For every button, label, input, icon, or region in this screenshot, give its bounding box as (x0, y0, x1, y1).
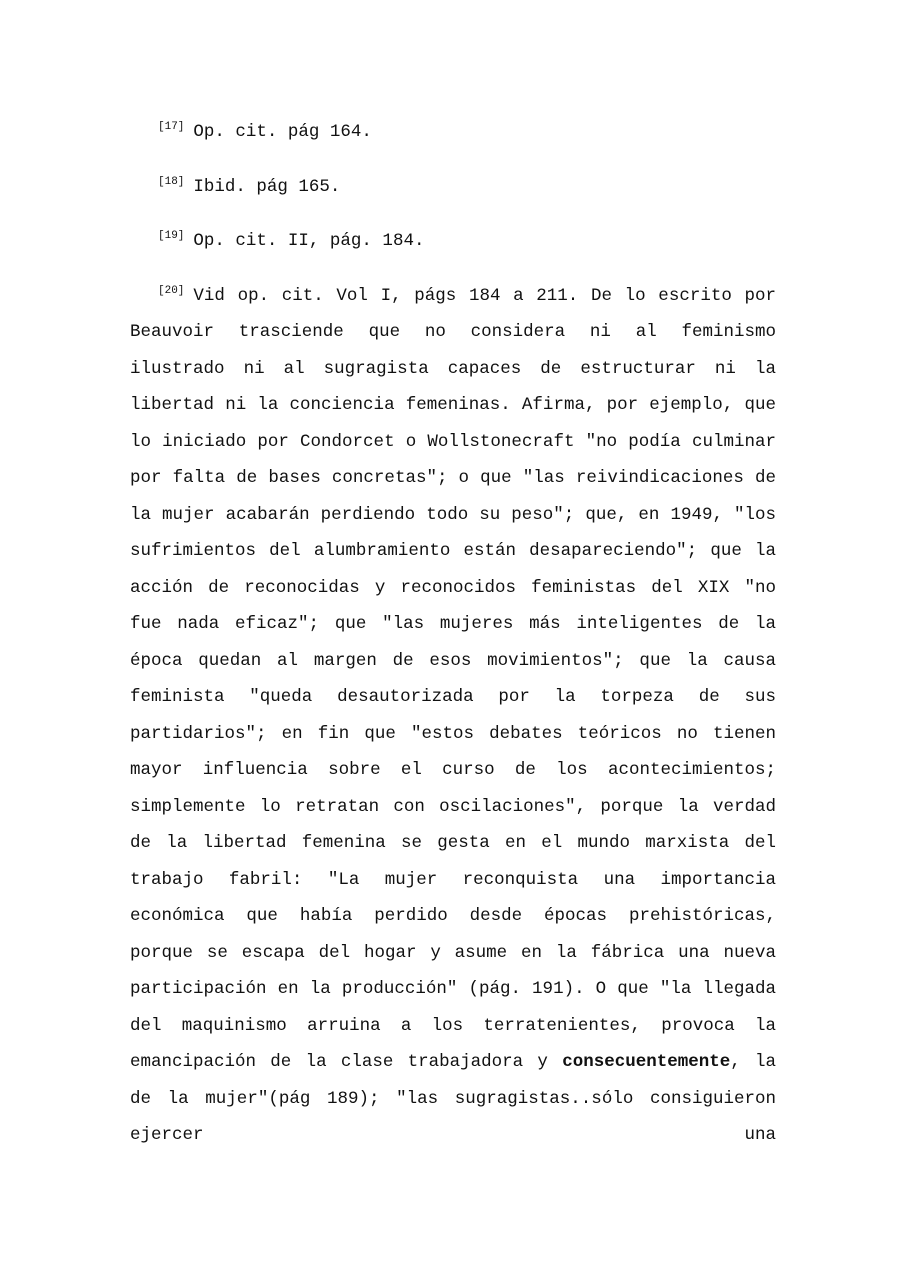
footnote-text: Op. cit. pág 164. (193, 122, 372, 142)
footnote-18 (130, 169, 776, 206)
footnote-ref[interactable]: [20] (158, 284, 185, 297)
footnote-20 (130, 278, 776, 1154)
footnote-ref[interactable]: [19] (158, 230, 185, 242)
footnote-text: Vid op. cit. Vol I, págs 184 a 211. De lo escrito por Beauvoir trasciende que no considera ni al feminismo ilustrado ni al sugragista capaces de estructurar ni la libertad ni la conciencia femeninas. Afirma, por ejemplo, que lo iniciado por Condorcet o Wollstonecraft "no podía culminar por falta de bases concretas"; o que "las reivindicaciones de la mujer acabarán perdiendo todo su peso"; que, en 1949, "los sufrimientos del alumbramiento están desapareciendo"; que la acción de reconocidas y reconocidos feministas del XIX "no fue nada eficaz"; que "las mujeres más inteligentes de la época quedan al margen de esos movimientos"; que la causa feminista "queda desautorizada por la torpeza de sus partidarios"; en fin que "estos debates teóricos no tienen mayor influencia sobre el curso de los acontecimientos; simplemente lo retratan con oscilaciones", porque la verdad de la libertad femenina se gesta en el mundo marxista del trabajo fabril: "La mujer reconquista una importancia económica que había perdido desde épocas prehistóricas, porque se escapa del hogar y asume en la fábrica una nueva participación en la producción" (pág. 191). O que "la llegada del maquinismo arruina a los terratenientes, provoca la emancipación de la clase trabajadora y (130, 285, 776, 1072)
footnote-emphasis: consecuentemente (562, 1052, 731, 1072)
footnote-19 (130, 223, 776, 260)
footnote-text: Op. cit. II, pág. 184. (193, 231, 425, 251)
footnote-17 (130, 114, 776, 151)
footnotes-section (130, 114, 776, 1172)
footnote-ref[interactable]: [17] (158, 121, 185, 133)
footnote-text: Ibid. pág 165. (193, 176, 341, 197)
footnote-text-continued: , la de la mujer"(pág 189); "las sugragistas..sólo consiguieron ejercer una (130, 1052, 776, 1145)
footnote-ref[interactable]: [18] (158, 175, 185, 188)
